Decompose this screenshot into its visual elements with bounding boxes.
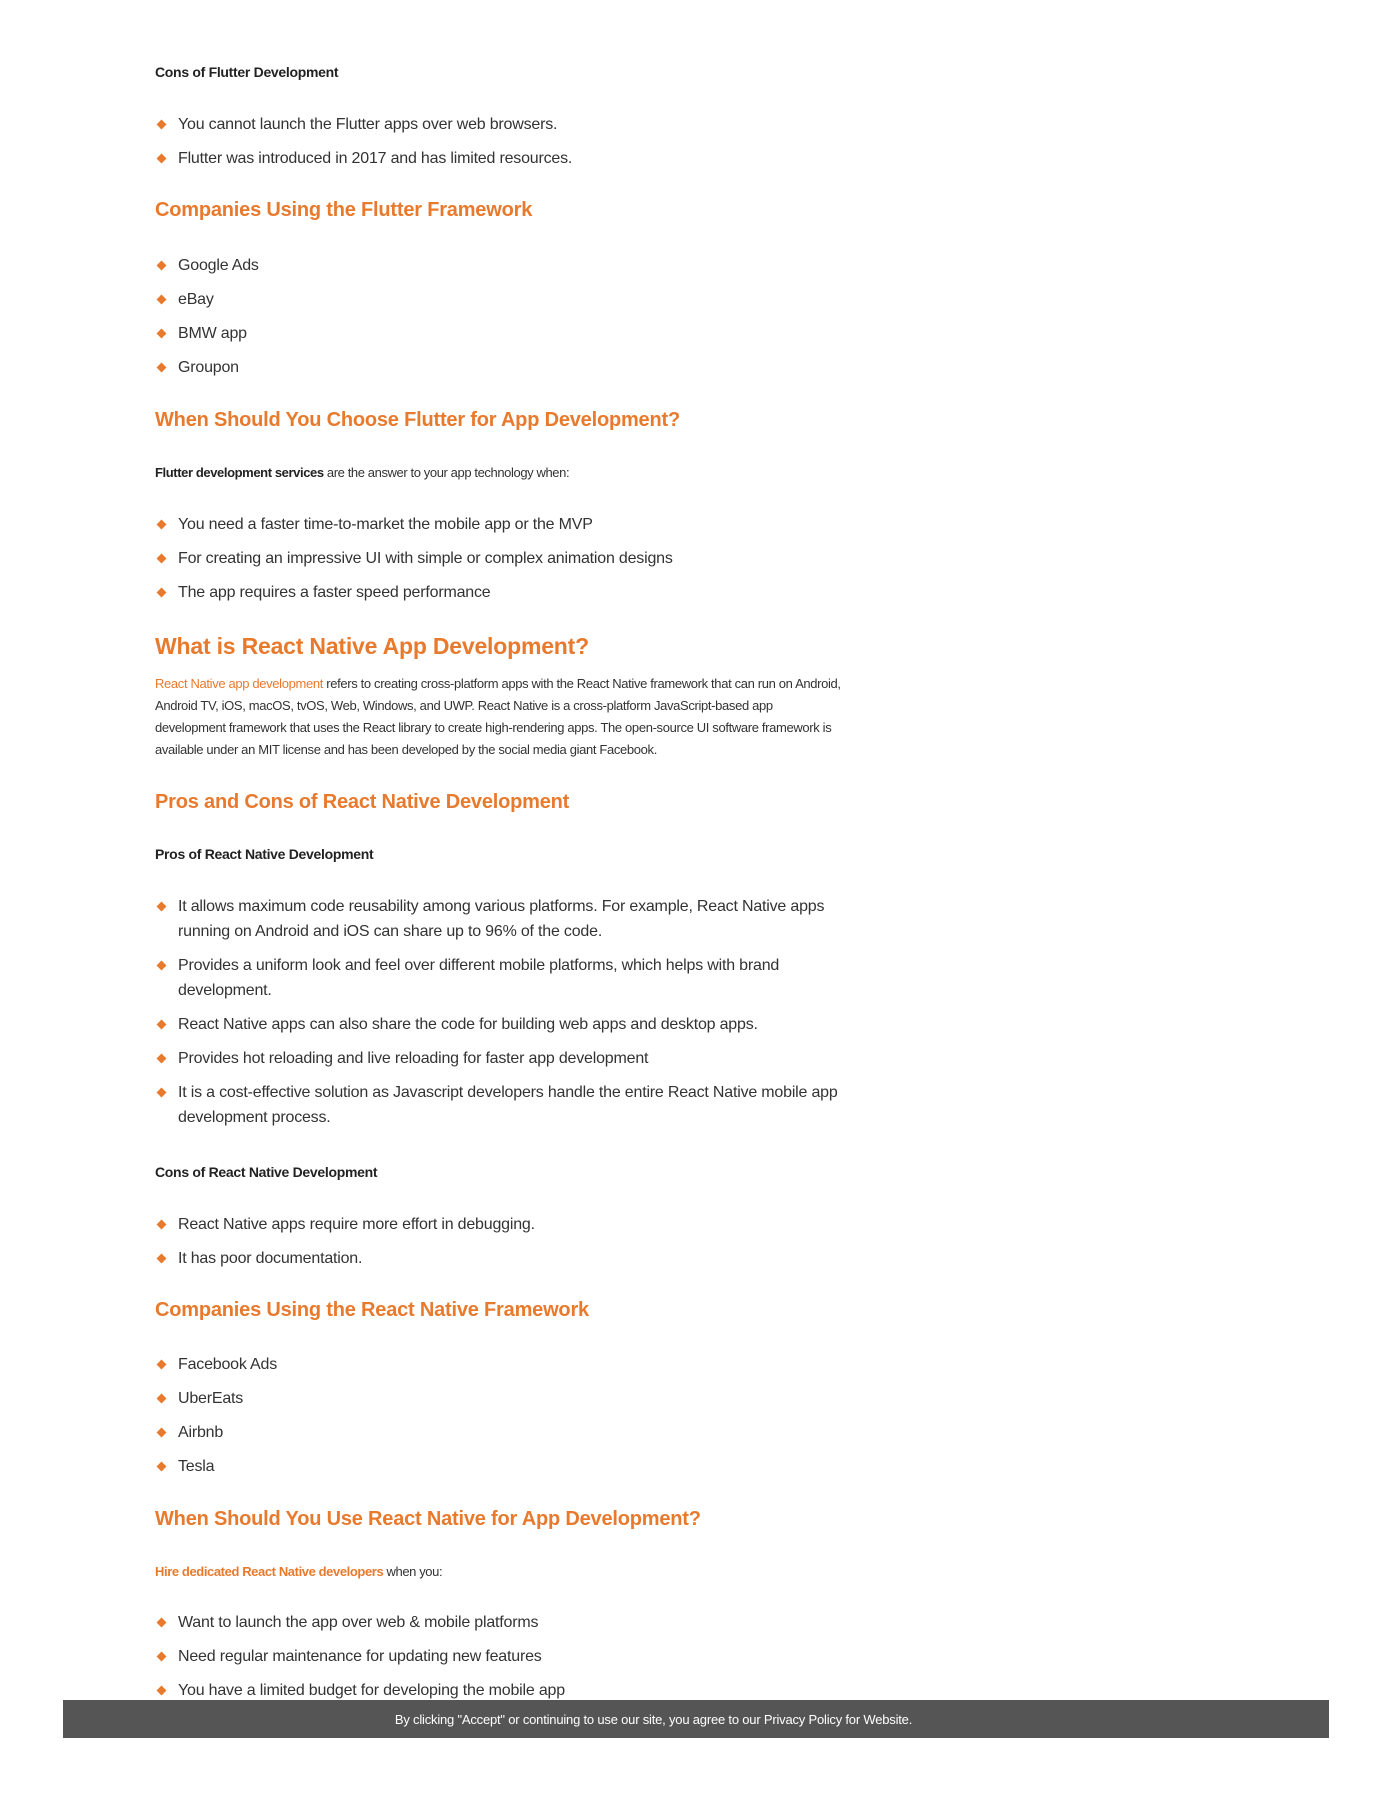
cookie-consent-bar [63, 1700, 1329, 1738]
diamond-bullet-icon [157, 1394, 167, 1404]
list-item: It has poor documentation. [155, 1246, 855, 1271]
flutter-services-text: Flutter development services [155, 465, 324, 480]
list-item: Provides hot reloading and live reloading for faster app development [155, 1046, 855, 1071]
flutter-companies-heading: Companies Using the Flutter Framework [155, 199, 533, 221]
diamond-bullet-icon [157, 329, 167, 339]
react-native-companies-list [155, 1352, 855, 1488]
diamond-bullet-icon [157, 1686, 167, 1696]
diamond-bullet-icon [157, 520, 167, 530]
list-item: It allows maximum code reusability among various platforms. For example, React Native apps running on Android and iOS can share up to 96% of the code. [155, 894, 855, 944]
flutter-when-intro: Flutter development services are the answer to your app technology when: [155, 465, 570, 480]
list-item: Tesla [155, 1454, 855, 1479]
list-item: You need a faster time-to-market the mobile app or the MVP [155, 512, 855, 537]
list-item: The app requires a faster speed performance [155, 580, 855, 605]
diamond-bullet-icon [157, 1020, 167, 1030]
diamond-bullet-icon [157, 588, 167, 598]
hire-react-native-developers-link[interactable]: Hire dedicated React Native developers [155, 1564, 384, 1579]
react-native-what-paragraph: React Native app development refers to creating cross-platform apps with the React Native framework that can run on Android, Android TV, iOS, macOS, tvOS, Web, Windows, and UWP. React Native is a cross-platform JavaScript-based app development framework that uses the React library to create high-rendering apps. The open-source UI software framework is available under an MIT license and has been developed by the social media giant Facebook. [155, 676, 841, 757]
react-native-pros-heading: Pros of React Native Development [155, 846, 374, 862]
react-native-companies-heading: Companies Using the React Native Framework [155, 1299, 589, 1321]
list-item: Provides a uniform look and feel over different mobile platforms, which helps with brand development. [155, 953, 855, 1003]
flutter-cons-heading: Cons of Flutter Development [155, 64, 339, 80]
diamond-bullet-icon [157, 120, 167, 130]
diamond-bullet-icon [157, 1054, 167, 1064]
list-item: You have a limited budget for developing the mobile app [155, 1678, 855, 1703]
list-item: Groupon [155, 355, 855, 380]
react-native-proscons-heading: Pros and Cons of React Native Development [155, 791, 570, 813]
cookie-consent-text: By clicking "Accept" or continuing to use our site, you agree to our Privacy Policy for Website. [394, 1711, 913, 1727]
diamond-bullet-icon [157, 1652, 167, 1662]
diamond-bullet-icon [157, 1088, 167, 1098]
diamond-bullet-icon [157, 1462, 167, 1472]
list-item: Flutter was introduced in 2017 and has limited resources. [155, 146, 855, 171]
diamond-bullet-icon [157, 1618, 167, 1628]
diamond-bullet-icon [157, 1220, 167, 1230]
list-item: UberEats [155, 1386, 855, 1411]
react-native-when-list [155, 1610, 855, 1712]
react-native-what-heading: What is React Native App Development? [155, 633, 589, 659]
flutter-when-heading: When Should You Choose Flutter for App Development? [155, 409, 680, 431]
list-item: It is a cost-effective solution as Javascript developers handle the entire React Native mobile app development process. [155, 1080, 855, 1130]
list-item: Google Ads [155, 253, 855, 278]
diamond-bullet-icon [157, 1254, 167, 1264]
list-item: Facebook Ads [155, 1352, 855, 1377]
react-native-when-heading: When Should You Use React Native for App Development? [155, 1508, 701, 1530]
list-item: Want to launch the app over web & mobile platforms [155, 1610, 855, 1635]
list-item: React Native apps require more effort in debugging. [155, 1212, 855, 1237]
list-item: BMW app [155, 321, 855, 346]
list-item: Need regular maintenance for updating new features [155, 1644, 855, 1669]
flutter-cons-list [155, 112, 855, 180]
list-item: eBay [155, 287, 855, 312]
react-native-when-intro: Hire dedicated React Native developers when you: [155, 1564, 443, 1579]
list-item: React Native apps can also share the code for building web apps and desktop apps. [155, 1012, 855, 1037]
diamond-bullet-icon [157, 363, 167, 373]
list-item: You cannot launch the Flutter apps over web browsers. [155, 112, 855, 137]
list-item: For creating an impressive UI with simple or complex animation designs [155, 546, 855, 571]
diamond-bullet-icon [157, 1428, 167, 1438]
react-native-pros-list [155, 894, 855, 1139]
diamond-bullet-icon [157, 961, 167, 971]
flutter-companies-list [155, 253, 855, 389]
flutter-when-list [155, 512, 855, 614]
diamond-bullet-icon [157, 902, 167, 912]
list-item: Airbnb [155, 1420, 855, 1445]
diamond-bullet-icon [157, 295, 167, 305]
react-native-cons-list [155, 1212, 855, 1280]
diamond-bullet-icon [157, 554, 167, 564]
diamond-bullet-icon [157, 1360, 167, 1370]
diamond-bullet-icon [157, 154, 167, 164]
react-native-cons-heading: Cons of React Native Development [155, 1164, 378, 1180]
react-native-app-development-link[interactable]: React Native app development [155, 676, 323, 691]
diamond-bullet-icon [157, 261, 167, 271]
